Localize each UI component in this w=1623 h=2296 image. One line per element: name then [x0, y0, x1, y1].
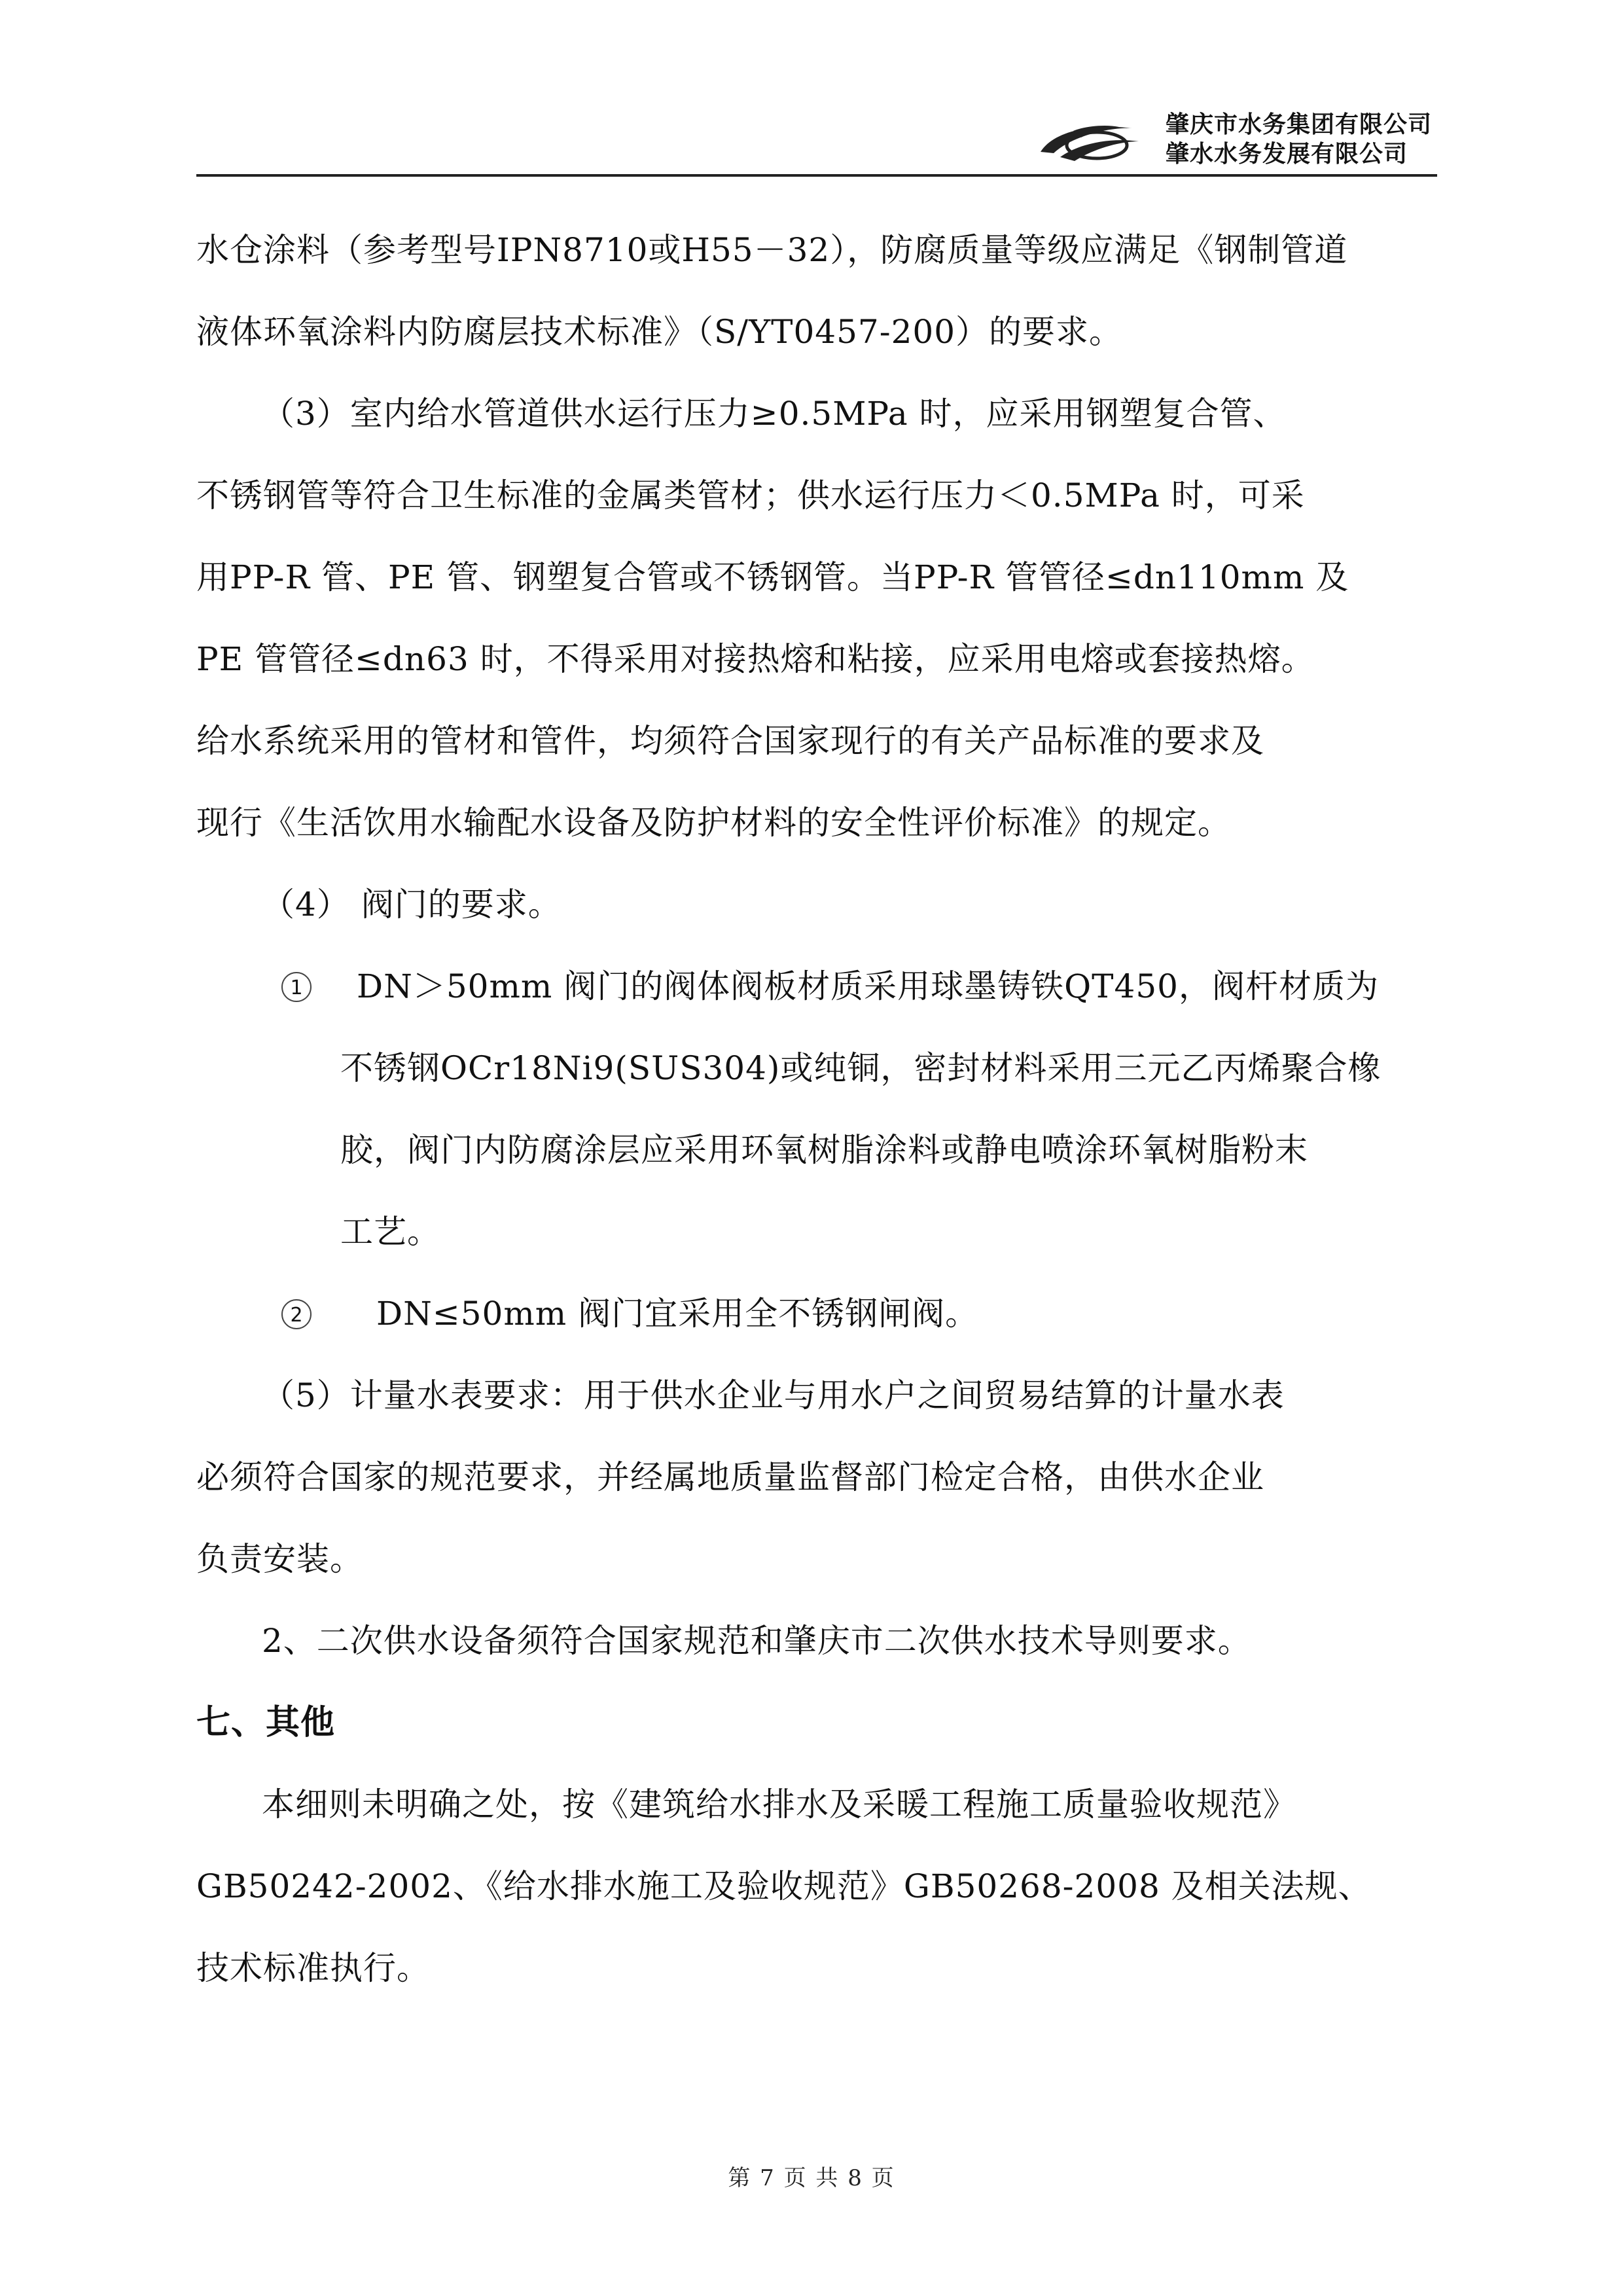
list-item — [196, 946, 1440, 1028]
paragraph-line: 负责安装。 — [196, 1540, 363, 1578]
paragraph-line: 2、二次供水设备须符合国家规范和肇庆市二次供水技术导则要求。 — [262, 1622, 1251, 1660]
paragraph-line: 不锈钢管等符合卫生标准的金属类管材；供水运行压力＜0.5MPa 时，可采 — [196, 476, 1305, 514]
paragraph-line: GB50242-2002、《给水排水施工及验收规范》GB50268-2008 及相关法规、 — [196, 1867, 1372, 1905]
paragraph-line: 液体环氧涂料内防腐层技术标准》（S/YT0457-200）的要求。 — [196, 313, 1123, 351]
company-names — [1166, 110, 1432, 169]
list-item-continuation: 不锈钢OCr18Ni9(SUS304)或纯铜，密封材料采用三元乙丙烯聚合橡 — [340, 1049, 1382, 1087]
paragraph-line: 现行《生活饮用水输配水设备及防护材料的安全性评价标准》的规定。 — [196, 804, 1231, 842]
list-item-continuation: 工艺。 — [340, 1213, 440, 1251]
list-item-text: DN＞50mm 阀门的阀体阀板材质采用球墨铸铁QT450，阀杆材质为 — [357, 967, 1379, 1005]
list-item-continuation: 胶，阀门内防腐涂层应采用环氧树脂涂料或静电喷涂环氧树脂粉末 — [340, 1131, 1308, 1169]
section-heading: 七、其他 — [196, 1703, 336, 1742]
paragraph-line: 水仓涂料（参考型号IPN8710或H55－32），防腐质量等级应满足《钢制管道 — [196, 231, 1348, 269]
paragraph-line: PE 管管径≤dn63 时，不得采用对接热熔和粘接，应采用电熔或套接热熔。 — [196, 640, 1315, 678]
document-body — [196, 209, 1440, 2009]
paragraph-line: 技术标准执行。 — [196, 1949, 430, 1987]
circled-number-1: 1 — [281, 972, 312, 1002]
list-item-text: DN≤50mm 阀门宜采用全不锈钢闸阀。 — [376, 1295, 979, 1333]
company-name-1: 肇庆市水务集团有限公司 — [1165, 111, 1432, 138]
header-divider — [196, 174, 1437, 177]
page-number: 第 7 页 共 8 页 — [728, 2165, 895, 2191]
paragraph-line: （3）室内给水管道供水运行压力≥0.5MPa 时，应采用钢塑复合管、 — [262, 395, 1287, 433]
company-logo-icon — [1034, 111, 1145, 170]
paragraph-line: 本细则未明确之处，按《建筑给水排水及采暖工程施工质量验收规范》 — [262, 1785, 1296, 1823]
circled-number-2: 2 — [281, 1299, 312, 1329]
paragraph-line: （4） 阀门的要求。 — [262, 886, 562, 924]
paragraph-line: 用PP-R 管、PE 管、钢塑复合管或不锈钢管。当PP-R 管管径≤dn110mm 及 — [196, 558, 1349, 596]
company-name-2: 肇水水务发展有限公司 — [1165, 141, 1408, 168]
paragraph-line: 给水系统采用的管材和管件，均须符合国家现行的有关产品标准的要求及 — [196, 722, 1264, 760]
paragraph-line: （5）计量水表要求：用于供水企业与用水户之间贸易结算的计量水表 — [262, 1376, 1285, 1414]
paragraph-line: 必须符合国家的规范要求，并经属地质量监督部门检定合格，由供水企业 — [196, 1458, 1264, 1496]
list-item — [196, 1273, 1440, 1355]
